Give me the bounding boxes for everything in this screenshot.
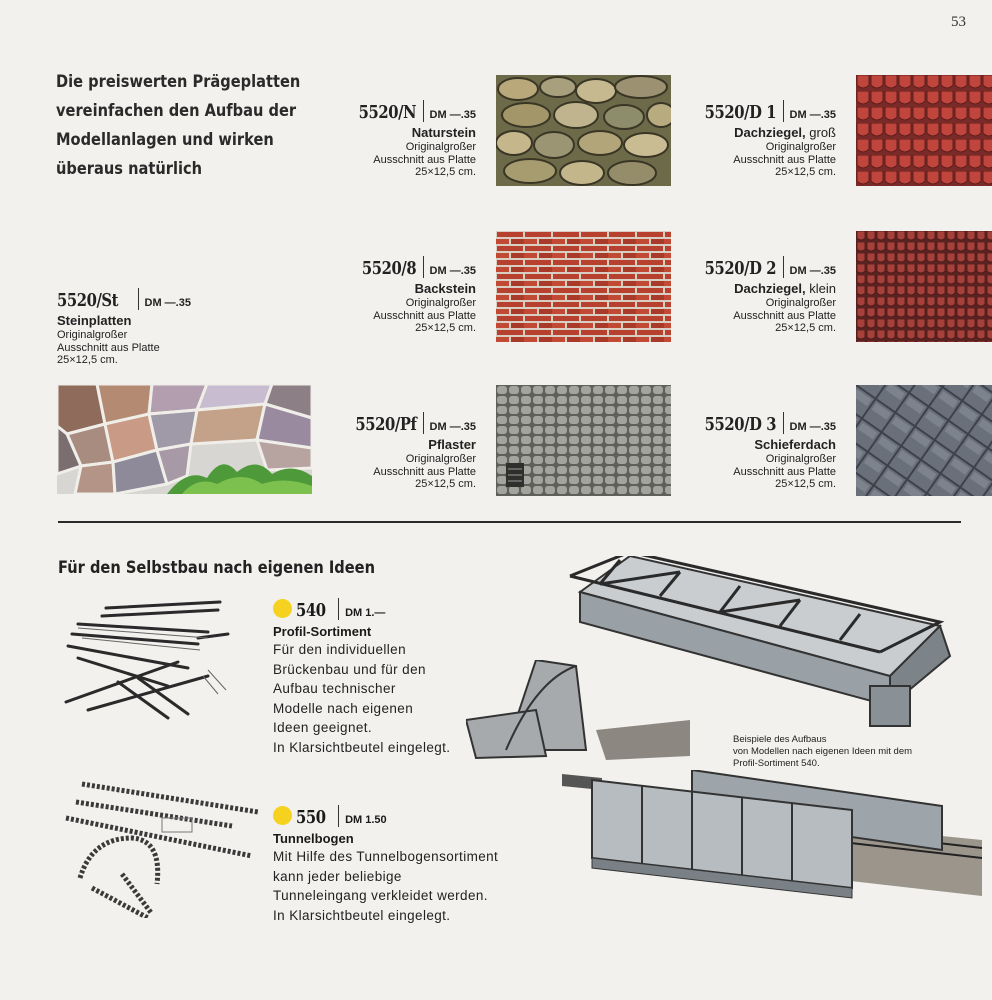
girder-bridge-illustration xyxy=(562,770,982,920)
bullet-icon xyxy=(273,806,292,825)
plate-desc-2: Ausschnitt aus Platte xyxy=(373,465,476,478)
product-price: DM 1.— xyxy=(345,607,386,619)
plate-desc-1: Originalgroßer xyxy=(765,453,836,465)
product-desc-2: kann jeder beliebige xyxy=(273,868,402,884)
plate-code: 5520/D 2 xyxy=(705,258,777,279)
backstein-swatch xyxy=(496,231,671,342)
caption-line-3: Profil-Sortiment 540. xyxy=(733,758,820,769)
plate-code: 5520/8 xyxy=(362,258,417,279)
plate-desc-3: 25×12,5 cm. xyxy=(57,354,118,366)
plate-code: 5520/St xyxy=(57,290,119,311)
plate-5520-d2 xyxy=(689,256,836,335)
plate-code: 5520/D 1 xyxy=(705,102,777,123)
plate-price: DM —.35 xyxy=(429,265,476,277)
plate-code: 5520/D 3 xyxy=(705,414,777,435)
product-desc-4: Modelle nach eigenen xyxy=(273,700,414,716)
plate-desc-1: Originalgroßer xyxy=(765,141,836,153)
product-desc-2: Brückenbau und für den xyxy=(273,661,426,677)
product-price: DM 1.50 xyxy=(345,814,387,826)
plate-name: Naturstein xyxy=(411,125,476,140)
product-desc-6: In Klarsichtbeutel eingelegt. xyxy=(273,739,451,755)
plate-desc-2: Ausschnitt aus Platte xyxy=(733,309,836,322)
plate-5520-pf xyxy=(342,412,476,491)
plate-desc-1: Originalgroßer xyxy=(405,297,476,309)
plate-5520-n xyxy=(346,100,476,179)
product-540 xyxy=(273,598,450,757)
tunnel-parts-illustration xyxy=(62,778,268,918)
product-550 xyxy=(273,805,498,925)
plate-name: Backstein xyxy=(414,281,476,296)
caption-line-1: Beispiele des Aufbaus xyxy=(733,734,827,745)
product-desc-3: Tunneleingang verkleidet werden. xyxy=(273,888,488,903)
steinplatten-swatch xyxy=(57,384,312,494)
plate-price: DM —.35 xyxy=(144,297,191,309)
product-desc-3: Aufbau technischer xyxy=(273,681,396,696)
plate-name: Steinplatten xyxy=(57,313,132,328)
illustration-caption xyxy=(733,734,912,770)
plate-desc-2: Ausschnitt aus Platte xyxy=(373,309,476,322)
plate-desc-1: Originalgroßer xyxy=(57,329,128,341)
plate-desc-3: 25×12,5 cm. xyxy=(415,478,476,490)
plate-desc-3: 25×12,5 cm. xyxy=(775,478,836,490)
plate-desc-1: Originalgroßer xyxy=(405,453,476,465)
caption-line-2: von Modellen nach eigenen Ideen mit dem xyxy=(733,746,913,757)
dachziegel-klein-swatch xyxy=(856,231,992,342)
dachziegel-gross-swatch xyxy=(856,75,992,186)
plate-desc-2: Ausschnitt aus Platte xyxy=(57,341,160,354)
section-heading: Für den Selbstbau nach eigenen Ideen xyxy=(58,558,376,578)
plate-5520-d3 xyxy=(689,412,836,491)
plate-price: DM —.35 xyxy=(789,109,836,121)
product-desc-1: Für den individuellen xyxy=(273,642,406,657)
profile-parts-illustration xyxy=(58,598,234,720)
naturstein-swatch xyxy=(496,75,671,186)
bullet-icon xyxy=(273,599,292,618)
schieferdach-swatch xyxy=(856,385,992,496)
plate-desc-3: 25×12,5 cm. xyxy=(415,166,476,178)
plate-desc-2: Ausschnitt aus Platte xyxy=(733,465,836,478)
plate-price: DM —.35 xyxy=(789,421,836,433)
section-divider xyxy=(58,521,961,523)
intro-heading: Die preiswerten Prägeplatten vereinfachen den Aufbau der Modellanlagen und wirken überaus natürlich xyxy=(56,72,301,179)
plate-desc-2: Ausschnitt aus Platte xyxy=(733,153,836,166)
bridge-pier-illustration xyxy=(466,660,690,760)
plate-code: 5520/Pf xyxy=(355,414,417,435)
plate-desc-1: Originalgroßer xyxy=(405,141,476,153)
plate-name: Pflaster xyxy=(428,437,476,452)
product-desc-1: Mit Hilfe des Tunnelbogensortiment xyxy=(273,849,499,864)
plate-5520-8 xyxy=(350,256,476,335)
plate-5520-d1 xyxy=(689,100,836,179)
product-desc-4: In Klarsichtbeutel eingelegt. xyxy=(273,907,451,923)
plate-name-suffix: klein xyxy=(805,281,836,296)
product-code: 540 xyxy=(296,600,326,621)
plate-desc-3: 25×12,5 cm. xyxy=(775,322,836,334)
pflaster-swatch xyxy=(496,385,671,496)
plate-name: Dachziegel, xyxy=(734,125,806,140)
product-name: Profil-Sortiment xyxy=(273,624,372,639)
plate-name: Schieferdach xyxy=(754,437,836,452)
plate-desc-2: Ausschnitt aus Platte xyxy=(373,153,476,166)
product-code: 550 xyxy=(296,807,326,828)
plate-desc-3: 25×12,5 cm. xyxy=(415,322,476,334)
page-number: 53 xyxy=(951,14,966,30)
plate-desc-1: Originalgroßer xyxy=(765,297,836,309)
product-name: Tunnelbogen xyxy=(273,831,354,846)
plate-desc-3: 25×12,5 cm. xyxy=(775,166,836,178)
plate-5520-st xyxy=(57,288,191,367)
plate-name: Dachziegel, xyxy=(734,281,806,296)
plate-price: DM —.35 xyxy=(429,421,476,433)
plate-code: 5520/N xyxy=(359,102,417,123)
plate-price: DM —.35 xyxy=(789,265,836,277)
product-desc-5: Ideen geeignet. xyxy=(273,720,373,735)
plate-price: DM —.35 xyxy=(429,109,476,121)
plate-name-suffix: groß xyxy=(805,125,836,140)
